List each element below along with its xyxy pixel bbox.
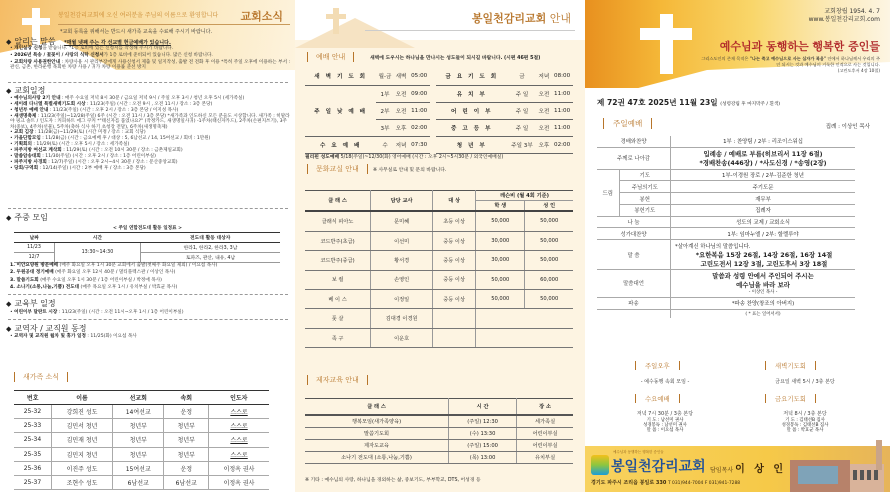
table-row: 클래식 피아노 문미혜 초등 이상 50,000 50,000 bbox=[305, 212, 573, 231]
welcome-text: 봉일천감리교회에 오신 여러분을 주님의 이름으로 환영합니다 bbox=[58, 12, 219, 19]
table-row: 코드반주(중급) 황서경 중등 이상 30,000 50,000 bbox=[305, 251, 573, 270]
friday-prayer-text: 저녁 8시 / 3층 본당 bbox=[783, 411, 827, 417]
divider bbox=[8, 319, 288, 320]
wednesday-roles: 기 도 : 남선미 권사 성경봉독 : 남선미 권사 말 씀 : 이요섭 목사 bbox=[643, 418, 687, 433]
table-row: 족 구 이운호 bbox=[305, 328, 573, 347]
table-caption: < 주일 연합전도대 활동 일정표 > bbox=[113, 226, 182, 231]
schedule-list: • 예수님의사랑 2기 안내 : 매주 수요일 저녁 8시 30분 / 금요일 저녁 9시 / 주일 오후 3시 / 청년 오후 5시 (세가족실) • 세이레 다니엘 특별새벽기도회 시상 : 11/23(주일) (시간 : 오전 9시 , 오전 11시 / 장소 : 3층 본당) • 청년부 예배 안내 : 11/23(주일) (시간 : 오후 2시 / 장소 : 3층 본당 / 이지성 목사) • 새생명축제 : 11/23(주일)~12/28(주일) 6주 (시간 : 오전 11시 / 3층 본당) *새가족과 인도하신 모든 분들도 시상합니다. 새가족 : 히말라야 핑크 솔트 / 인도자 : 커피하트 에그 쿠커 *"태신자를 품었나요?" (작정카드, 새생명일사귀) -1주차(태신자카드), 2주차(손편지쓰기), 3주차(중보), 4주차(선물), 5주차(축하 식사 하기 초청장 전달), 6주차(새생명축제) • 교회 김장 : 11/28(금)~11/29(토) (시간 미정 / 장소 : 교회 식당) • 가을단합모임 : 11/28(금) (시간 : 금요예배 후 / 대상 : 5, 6남선교 / 14, 15여선교 / 회비 : 1만원) • 기획회의 : 11/29(토) (시간 : 오후 5시 / 장소 : 세가족실) • 파주지방 여선교 계삭회 : 11/29(토) (시간 : 오전 10시 30분 / 장소 : 금촌제일교회) • 말씀암송대회 : 11/30(주일) (시간 : 오후 2시 / 장소 : 1층 어린이부실) • 파주지방 사경회 : 12/7(주일) (시간 : 오후 2시~4시 30분 / 장소 : 문산중앙교회) • 당회/구역회 : 12/14(주일) (시간 : 2부 예배 후 / 장소 : 3층 본당) bbox=[10, 96, 290, 172]
staff-list: • 교역자 및 교직원 월차 및 휴가 일정 : 11/25(화) 이요섭 목사 bbox=[10, 334, 137, 339]
small-groups-heading: ◆ 주중 모임 bbox=[6, 213, 48, 222]
education-list: • 어린이부 달란트 시장 : 11/23(주일) (시간 : 오전 11시~오후 1시 / 1층 어린이부실) bbox=[10, 310, 184, 315]
table-row: 풋 살 김대경 이경원 bbox=[305, 309, 573, 328]
table-row: 11/23 13:30~14:30 한라1, 한라2, 한라3, 3남 bbox=[14, 243, 280, 253]
table-row: 행복모임(새가족양육) (주일) 12:30 세가족실 bbox=[305, 415, 573, 428]
table-row: 봉헌기도 집례자 bbox=[597, 204, 855, 216]
culture-note: ※ 사무실로 안내 및 문의 바랍니다. bbox=[373, 168, 447, 173]
table-row: 3부 오후 02:00 중 고 등 부 주 일 오전 11:00 bbox=[305, 119, 573, 136]
cross-bar bbox=[326, 14, 346, 19]
church-news-panel bbox=[0, 0, 295, 492]
issue-info: 제 72권 47호 2025년 11월 23일 (성령강림 후 마지막주 / 흰색) bbox=[597, 98, 781, 107]
table-row: 파송 *파송 찬양(창조의 아버지) bbox=[597, 297, 855, 309]
divider bbox=[58, 24, 290, 25]
senior-pastor: 담임목사 이 상 인 bbox=[710, 464, 787, 475]
table-row: 보 컬 손영인 중등 이상 50,000 60,000 bbox=[305, 270, 573, 289]
table-row: 봉헌 재무부 bbox=[597, 193, 855, 205]
table-row: 경배와찬양 1부 : 찬양팀 / 2부 : 리조이스워십 bbox=[597, 136, 855, 147]
table-row: 25-33 김민서 청년 청년부 청년부 스스로 bbox=[14, 419, 269, 433]
table-row: 제자도교육 (주일) 15:00 어린이부실 bbox=[305, 440, 573, 452]
wednesday-service-text: 저녁 7시 30분 / 3층 본당 bbox=[636, 411, 694, 417]
evangelism-schedule-table: 날짜 시간 전도대 활동 대상자 11/23 13:30~14:30 한라1, 한라2, 한라3, 3남 12/7 토파즈, 관산, 내유, 4남 bbox=[14, 232, 280, 263]
worship-note: 새벽에 도우시는 하나님을 만나시는 성도들이 되시길 바랍니다. (시편 46편 5절) bbox=[370, 56, 541, 61]
table-row: 코드반주(초급) 이선미 중등 이상 30,000 50,000 bbox=[305, 231, 573, 250]
table-row: 말씀기도회 (수) 13:30 어린이부실 bbox=[305, 428, 573, 440]
divider bbox=[8, 82, 288, 83]
footer-tagline: 예수님과 동행하는 행복한 증인들 bbox=[613, 450, 664, 454]
church-info: 교회창립 1954. 4. 7 www.봉일천감리교회.com bbox=[808, 8, 880, 23]
discipleship-table: 클 래 스 시 간 장 소 행복모임(새가족양육) (주일) 12:30 세가족실 말씀기도회 (수) 13:30 어린이부실 제자도교육 (주일) 15:00 어린이부실 소나기 전도대 (소통,나눔,기쁨) (목) 13:00 유치부실 bbox=[305, 398, 573, 464]
dawn-prayer-text: 금요일 새벽 5시 / 3층 본당 bbox=[775, 379, 835, 385]
cross-bar bbox=[640, 28, 692, 40]
table-row: 12/7 토파즈, 관산, 내유, 4남 bbox=[14, 253, 280, 263]
worship-times-table bbox=[305, 68, 573, 154]
friday-roles: 기 도 : 김태선B 집사 성경봉독 : 김태선B 집사 말 씀 : 박효균 목사 bbox=[781, 418, 829, 433]
table-row: 소나기 전도대 (소통,나눔,기쁨) (목) 13:00 유치부실 bbox=[305, 452, 573, 464]
registration-notice: *교회 등록을 위해서는 반드시 새가족 교육을 수료해 주시기 바랍니다. bbox=[60, 29, 213, 35]
new-family-table: 번호 이름 선교회 속회 인도자 25-32 강희진 성도 14여선교 운정 스스로 25-33 김민서 청년 청년부 청년부 스스로 25-34 김민재 청년 청년부 청년부 스스로 25-35 김민지 청년 청년부 청년부 스스로 25-36 이진주 성도 15여선교 운정 이정옥 권사 25-37 조현수 성도 6남선교 6남선교 이정옥 권사 bbox=[14, 390, 269, 490]
staff-heading: ◆ 교역자 / 교직원 동정 bbox=[6, 324, 87, 333]
vision-statement: 그리스도인의 존재 목적은 "나는 죽고 예수님으로 사는 십자가 복음" 안에서 하나님께서 우리의 주인 되시는 것과 예수님의 거룩한 인격으로 사는 것입니다. (고린도후서 4장 10절) bbox=[701, 56, 880, 73]
table-row: 주 일 낮 예 배 1부 오전 09:00 유 치 부 주 일 오전 11:00 bbox=[305, 85, 573, 102]
table-row: 25-34 김민재 청년 청년부 청년부 스스로 bbox=[14, 433, 269, 447]
sunday-service-label: 주일예배 bbox=[603, 118, 652, 129]
cross-bar bbox=[22, 18, 50, 25]
sunday-afternoon-label: 주일오후 bbox=[635, 361, 680, 370]
announcement-list: • 개인실장 신청을 받습니다. *1층 로비에 있는 신청서를 작성해 주시기 바랍니다. • 2026년 특송 / 꽃꽂이 / 사랑의 식탁 신청서가 1층 로비에 준비되어 있습니다. 많은 신청 바랍니다. • 교회차량 사용권한안내 : 차량사용 시 관리부장에게 사용신청서 제출 및 일지작성, 출발 전 전화 후 이용 *특히 주일 오후에 이용하는 부서 : 관신, 금촌, 한라운행 목회한 차량 사용 / 귀가 차량 이용률 준선 방지 bbox=[10, 46, 291, 70]
table-row: 새 벽 기 도 회 월-금 새벽 05:00 금 요 기 도 회 금 저녁 08:00 bbox=[305, 68, 573, 85]
table-row: 25-32 강희진 성도 14여선교 운정 스스로 bbox=[14, 405, 269, 419]
discipleship-note: ※ 기타 : 예수님의 사랑, 하나님을 경외하는 삶, 중보기도, 부부학교, DTS, 어성경 등 bbox=[305, 478, 481, 483]
address: 경기도 파주시 조리읍 봉일로 330 T 031)944-7004 F 031)941-7288 bbox=[591, 480, 741, 486]
table-row: 말씀대언 말씀과 성령 안에서 주인되어 주시는 예수님을 바라 보라 - 이상인 목사 - bbox=[597, 270, 855, 298]
diamond-icon: ◆ bbox=[6, 38, 12, 46]
church-name: 봉일천감리교회 bbox=[611, 459, 706, 475]
table-row: 2부 오전 11:00 어 린 이 부 주 일 오전 11:00 bbox=[305, 102, 573, 119]
table-row: 25-35 김민지 청년 청년부 청년부 스스로 bbox=[14, 447, 269, 461]
cross-icon bbox=[333, 8, 339, 34]
divider bbox=[8, 208, 288, 209]
education-heading: ◆ 교육부 일정 bbox=[6, 299, 56, 308]
table-row: 주께로 나아감 입례송 / 예배로 부름(히브리서 11장 6절) *경배찬송(446장) / *사도신경 / *송영(2장) bbox=[597, 147, 855, 169]
friday-prayer-label: 금요기도회 bbox=[765, 394, 816, 403]
table-row: 25-37 조현수 성도 6남선교 6남선교 이정옥 권사 bbox=[14, 475, 269, 489]
church-guide-panel bbox=[295, 0, 585, 492]
weekly-meetings-list: 1. 이안요양원 방문예배 (매주 화요일 오후 1시 30분 교회에서 출발(첫째주 화요일 제외) / 이요섭 목사) 2. 두원공대 정기예배 (매주 화요일 오후 12시 40분 / 멀티플렉스관 / 이상인 목사) 3. 말씀기도회 (매주 수요일 오후 1시 30분 / 1층 어린이부실 / 박정애 목사) 4. 소나기(소통,나눔,기쁨) 전도대 (매주 목요일 오후 1시 / 유치부실 / 박효균 목사) bbox=[10, 263, 218, 291]
discipleship-label: 제자교육 안내 bbox=[307, 375, 368, 385]
table-row: ( * 표는 일어서서) bbox=[597, 309, 855, 318]
table-row: 성가대찬양 1부: 임마누엘 / 2부: 할렐루야 bbox=[597, 228, 855, 240]
table-row: 25-36 이진주 성도 15여선교 운정 이정옥 권사 bbox=[14, 461, 269, 475]
order-of-worship-table bbox=[597, 136, 855, 318]
culture-class-table: 클 래 스 담당 교사 대 상 레슨비 (월 4회 기준) 학 생 성 인 클래식 피아노 문미혜 초등 이상 50,000 50,000 코드반주(초급) 이선미 중등 이상 30,000 50,000 코드반주(중급) 황서경 중등 이상 30,000 50,000 보 컬 손영인 중등 이상 50,000 60,000 베 이 스 이정일 중등 이상 50,000 50,000 풋 살 김대경 이경원 족 구 이운호 bbox=[305, 190, 573, 348]
worship-order-panel bbox=[585, 0, 890, 492]
divider bbox=[365, 30, 575, 31]
culture-label: 문화교실 안내 bbox=[307, 164, 368, 174]
page-title: 교회소식 bbox=[240, 10, 283, 23]
sunday-afternoon-text: - 예수동행 속회 모임 - bbox=[640, 379, 690, 385]
announcements-heading: ◆ 알리는 말씀 *매월 넷째 주는 각 선교별 헌금예배가 있습니다. bbox=[6, 37, 171, 46]
table-row: 드림 기도 1부-이경원 장로 / 2부-김준한 청년 bbox=[597, 169, 855, 181]
schedule-heading: ◆ 교회일정 bbox=[6, 86, 46, 95]
divider bbox=[8, 294, 288, 295]
cross-icon bbox=[660, 14, 673, 74]
motto: 예수님과 동행하는 행복한 증인들 bbox=[719, 40, 880, 53]
filipino-service-note: 필리핀 성도예배 5/18(주일)~12/30(화) 영어예배 (시간 : 오후 2시~5시30분 / 외국인예배실) bbox=[305, 155, 504, 160]
church-building-image bbox=[790, 440, 890, 492]
worship-label: 예배 안내 bbox=[307, 52, 354, 62]
table-row: 베 이 스 이정일 중등 이상 50,000 50,000 bbox=[305, 290, 573, 309]
table-row: 주님의기도 주기도문 bbox=[597, 181, 855, 193]
wednesday-service-label: 수요예배 bbox=[635, 394, 680, 403]
dawn-prayer-label: 새벽기도회 bbox=[765, 361, 816, 370]
new-family-heading: 새가족 소식 bbox=[14, 372, 68, 382]
presider: 집례 : 이상인 목사 bbox=[825, 124, 870, 130]
church-logo-icon bbox=[591, 455, 609, 475]
table-row: 나 눔 성도의 교제 / 교회소식 bbox=[597, 216, 855, 228]
table-row: 말 씀 *살아계신 하나님의 말씀입니다. *요한복음 15장 26절, 14장 26절, 16장 14절 고린도전서 12장 3절, 고린도후서 3장 18절 bbox=[597, 240, 855, 270]
table-row: 수 요 예 배 수 저녁 07:30 청 년 부 주일 3부 오후 02:00 bbox=[305, 136, 573, 153]
guide-title: 봉일천감리교회 안내 bbox=[471, 12, 571, 25]
